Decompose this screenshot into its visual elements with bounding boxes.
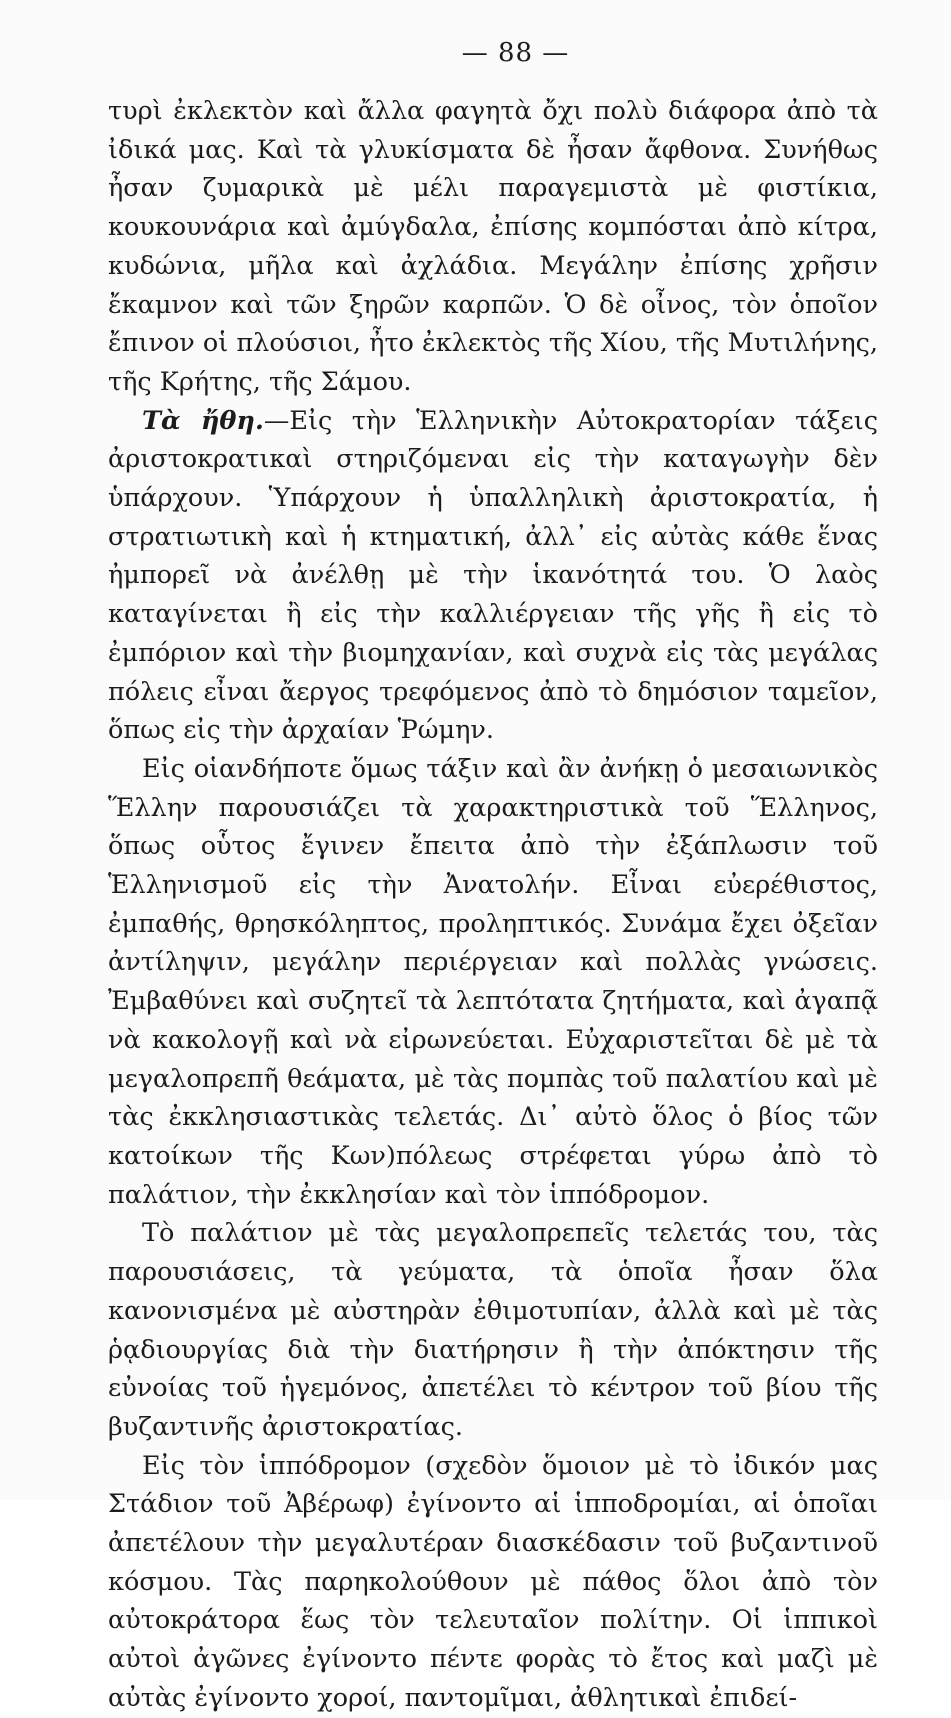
paragraph-4-text: Τὸ παλάτιον μὲ τὰς μεγαλοπρεπεῖς τελετάς του, τὰς παρουσιάσεις, τὰ γεύματα, τὰ ὁποῖα ἦσαν ὅλα κανονισμένα μὲ αὐστηρὰν ἐθιμοτυπίαν, ἀλλὰ καὶ μὲ τὰς ῥᾳδιουργίας διὰ τὴν διατήρησιν ἢ τὴν ἀπόκτησιν τῆς εὐνοίας τοῦ ἡγεμόνος, ἀπετέλει τὸ κέντρον τοῦ βίου τῆς βυζαντινῆς ἀριστοκρατίας. bbox=[108, 1218, 878, 1442]
section-heading-ethe: Τὰ ἤθη. bbox=[142, 405, 264, 436]
paragraph-3 bbox=[108, 750, 878, 1214]
paragraph-5-text: Εἰς τὸν ἱππόδρομον (σχεδὸν ὅμοιον μὲ τὸ ἰδικόν μας Στάδιον τοῦ Ἀβέρωφ) ἐγίνοντο αἱ ἱπποδρομίαι, αἱ ὁποῖαι ἀπετέλουν τὴν μεγαλυτέραν διασκέδασιν τοῦ βυζαντινοῦ κόσμου. Τὰς παρηκολούθουν μὲ πάθος ὅλοι ἀπὸ τὸν αὐτοκράτορα ἕως τὸν τελευταῖον πολίτην. Οἱ ἱππικοὶ αὐτοὶ ἀγῶνες ἐγίνοντο πέντε φορὰς τὸ ἔτος καὶ μαζὶ μὲ αὐτὰς ἐγίνοντο χοροί, παντομῖμαι, ἀθλητικαὶ ἐπιδεί- bbox=[108, 1450, 878, 1713]
paragraph-2-text: —Εἰς τὴν Ἑλληνικὴν Αὐτοκρατορίαν τάξεις ἀριστοκρατικαὶ στηριζόμεναι εἰς τὴν καταγωγὴν δὲν ὑπάρχουν. Ὑπάρχουν ἡ ὑπαλληλικὴ ἀριστοκρατία, ἡ στρατιωτικὴ καὶ ἡ κτηματική, ἀλλ᾽ εἰς αὐτὰς κάθε ἕνας ἠμπορεῖ νὰ ἀνέλθῃ μὲ τὴν ἱκανότητά του. Ὁ λαὸς καταγίνεται ἢ εἰς τὴν καλλιέργειαν τῆς γῆς ἢ εἰς τὸ ἐμπόριον καὶ τὴν βιομηχανίαν, καὶ συχνὰ εἰς τὰς μεγάλας πόλεις εἶναι ἄεργος τρεφόμενος ἀπὸ τὸ δημόσιον ταμεῖον, ὅπως εἰς τὴν ἀρχαίαν Ῥώμην. bbox=[108, 405, 878, 746]
paragraph-2 bbox=[108, 402, 878, 750]
paragraph-1-text: τυρὶ ἐκλεκτὸν καὶ ἄλλα φαγητὰ ὄχι πολὺ διάφορα ἀπὸ τὰ ἰδικά μας. Καὶ τὰ γλυκίσματα δὲ ἦσαν ἄφθονα. Συνήθως ἦσαν ζυμαρικὰ μὲ μέλι παραγεμιστὰ μὲ φιστίκια, κουκουνάρια καὶ ἀμύγδαλα, ἐπίσης κομπόσται ἀπὸ κίτρα, κυδώνια, μῆλα καὶ ἀχλάδια. Μεγάλην ἐπίσης χρῆσιν ἔκαμνον καὶ τῶν ξηρῶν καρπῶν. Ὁ δὲ οἶνος, τὸν ὁποῖον ἔπινον οἱ πλούσιοι, ἦτο ἐκλεκτὸς τῆς Χίου, τῆς Μυτιλήνης, τῆς Κρήτης, τῆς Σάμου. bbox=[108, 96, 878, 397]
page-number: — 88 — bbox=[461, 38, 570, 68]
paragraph-4 bbox=[108, 1214, 878, 1446]
paragraph-1 bbox=[108, 92, 878, 402]
body-text bbox=[108, 92, 878, 1718]
paragraph-3-text: Εἰς οἱανδήποτε ὅμως τάξιν καὶ ἂν ἀνήκῃ ὁ μεσαιωνικὸς Ἕλλην παρουσιάζει τὰ χαρακτηριστικὰ τοῦ Ἕλληνος, ὅπως οὗτος ἔγινεν ἔπειτα ἀπὸ τὴν ἐξάπλωσιν τοῦ Ἑλληνισμοῦ εἰς τὴν Ἀνατολήν. Εἶναι εὐερέθιστος, ἐμπαθής, θρησκόληπτος, προληπτικός. Συνάμα ἔχει ὀξεῖαν ἀντίληψιν, μεγάλην περιέργειαν καὶ πολλὰς γνώσεις. Ἐμβαθύνει καὶ συζητεῖ τὰ λεπτότατα ζητήματα, καὶ ἀγαπᾷ νὰ κακολογῇ καὶ νὰ εἰρωνεύεται. Εὐχαριστεῖται δὲ μὲ τὰ μεγαλοπρεπῆ θεάματα, μὲ τὰς πομπὰς τοῦ παλατίου καὶ μὲ τὰς ἐκκλησιαστικὰς τελετάς. Δι᾽ αὐτὸ ὅλος ὁ βίος τῶν κατοίκων τῆς Κων)πόλεως στρέφεται γύρω ἀπὸ τὸ παλάτιον, τὴν ἐκκλησίαν καὶ τὸν ἱππόδρομον. bbox=[108, 753, 878, 1210]
paragraph-5 bbox=[108, 1447, 878, 1718]
